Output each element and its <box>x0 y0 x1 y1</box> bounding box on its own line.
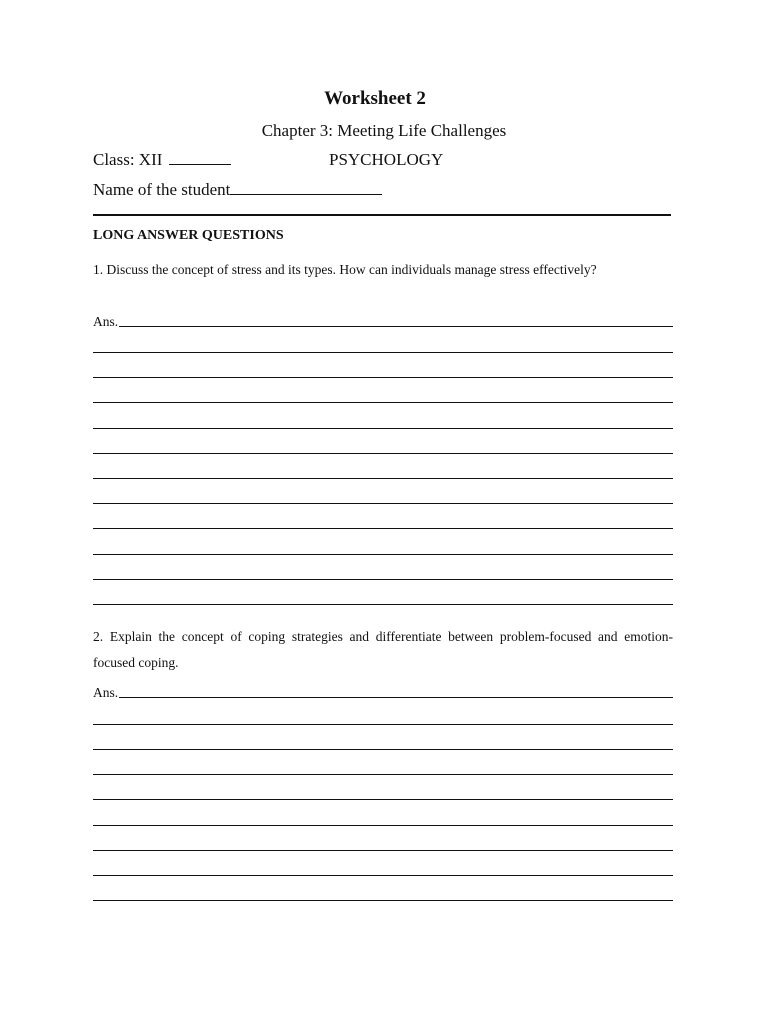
answer-2-line <box>93 875 673 876</box>
student-name-label: Name of the student <box>93 180 231 199</box>
header-divider <box>93 214 671 216</box>
answer-1-label-row <box>93 314 673 330</box>
answer-1-line <box>93 478 673 479</box>
answer-2-label-row <box>93 685 673 701</box>
answer-1-line <box>93 503 673 504</box>
answer-1-label: Ans. <box>93 314 119 329</box>
question-1: 1. Discuss the concept of stress and its types. How can individuals manage stress effectively? <box>93 262 597 277</box>
chapter-heading: Chapter 3: Meeting Life Challenges <box>261 121 507 140</box>
answer-1-line <box>93 352 673 353</box>
student-name-row <box>93 180 382 200</box>
answer-2-line <box>93 850 673 851</box>
answer-2-line <box>93 900 673 901</box>
answer-2-line <box>93 724 673 725</box>
answer-2-line <box>93 825 673 826</box>
answer-1-line <box>93 554 673 555</box>
answer-2-first-line <box>119 696 673 698</box>
subject-label: PSYCHOLOGY <box>329 150 444 169</box>
answer-1-line <box>93 377 673 378</box>
answer-1-line <box>93 453 673 454</box>
answer-2-label: Ans. <box>93 685 119 700</box>
answer-2-line <box>93 799 673 800</box>
section-heading: LONG ANSWER QUESTIONS <box>93 228 284 243</box>
class-row <box>93 150 231 170</box>
class-label: Class: XII <box>93 150 163 169</box>
student-name-blank <box>230 193 382 195</box>
answer-1-line <box>93 402 673 403</box>
class-blank <box>169 163 231 165</box>
answer-2-line <box>93 774 673 775</box>
question-2: 2. Explain the concept of coping strategies and differentiate between problem-focused and emotion-focused coping. <box>93 629 673 670</box>
answer-1-line <box>93 528 673 529</box>
answer-1-first-line <box>119 325 673 327</box>
answer-2-line <box>93 749 673 750</box>
worksheet-title: Worksheet 2 <box>324 88 426 109</box>
answer-1-line <box>93 604 673 605</box>
answer-1-line <box>93 579 673 580</box>
answer-1-line <box>93 428 673 429</box>
